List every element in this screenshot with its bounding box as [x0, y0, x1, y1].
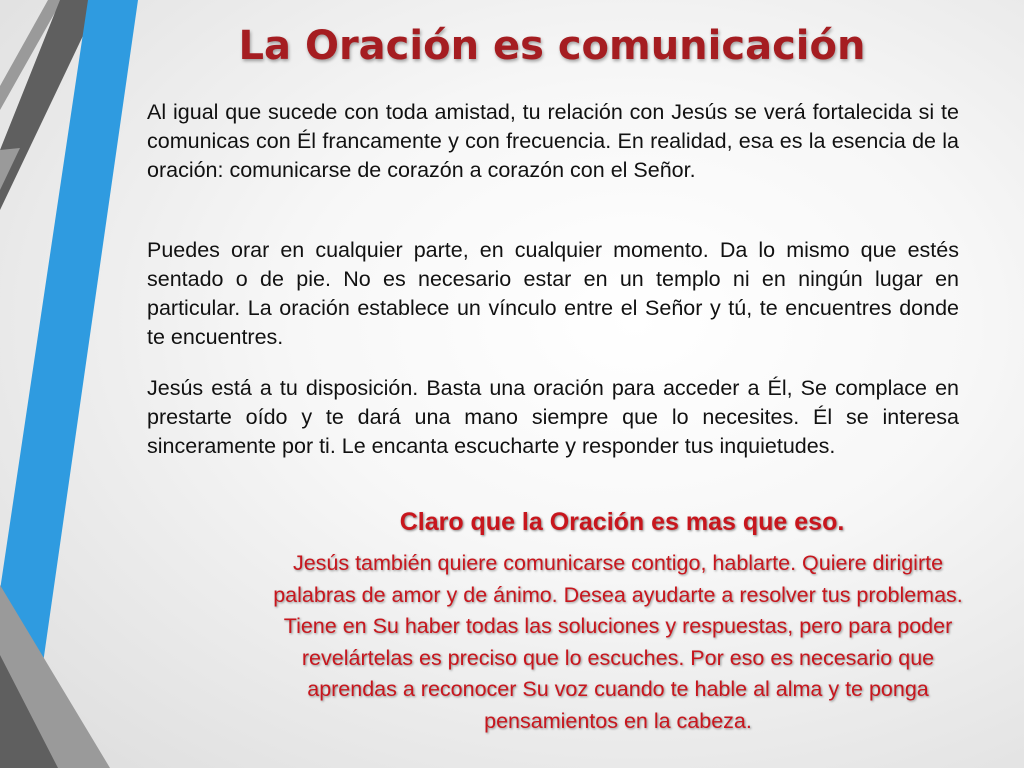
subheading: Claro que la Oración es mas que eso. [399, 508, 845, 536]
slide-title: La Oración es comunicación [238, 23, 866, 69]
paragraph-jesus-available: Jesús está a tu disposición. Basta una oración para acceder a Él, Se complace en prestarte oído y te dará una mano siempre que lo necesites. Él se interesa sinceramente por ti. Le encanta escucharte y responder tus inquietudes. [147, 376, 959, 458]
red-paragraph: Jesús también quiere comunicarse contigo, hablarte. Quiere dirigirte palabras de amor y de ánimo. Desea ayudarte a resolver tus problemas. Tiene en Su haber todas las soluciones y respuestas, pero para poder revelártelas es preciso que lo escuches. Por eso es necesario que aprendas a reconocer Su voz cuando te hable al alma y te ponga pensamientos en la cabeza. [273, 551, 963, 733]
paragraph-friendship: Al igual que sucede con toda amistad, tu relación con Jesús se verá fortalecida si te comunicas con Él francamente y con frecuencia. En realidad, esa es la esencia de la oración: comunicarse de corazón a corazón con el Señor. [147, 100, 959, 182]
paragraph-pray-anywhere: Puedes orar en cualquier parte, en cualquier momento. Da lo mismo que estés sentado o de pie. No es necesario estar en un templo ni en ningún lugar en particular. La oración establece un vínculo entre el Señor y tú, te encuentres donde te encuentres. [147, 238, 959, 349]
